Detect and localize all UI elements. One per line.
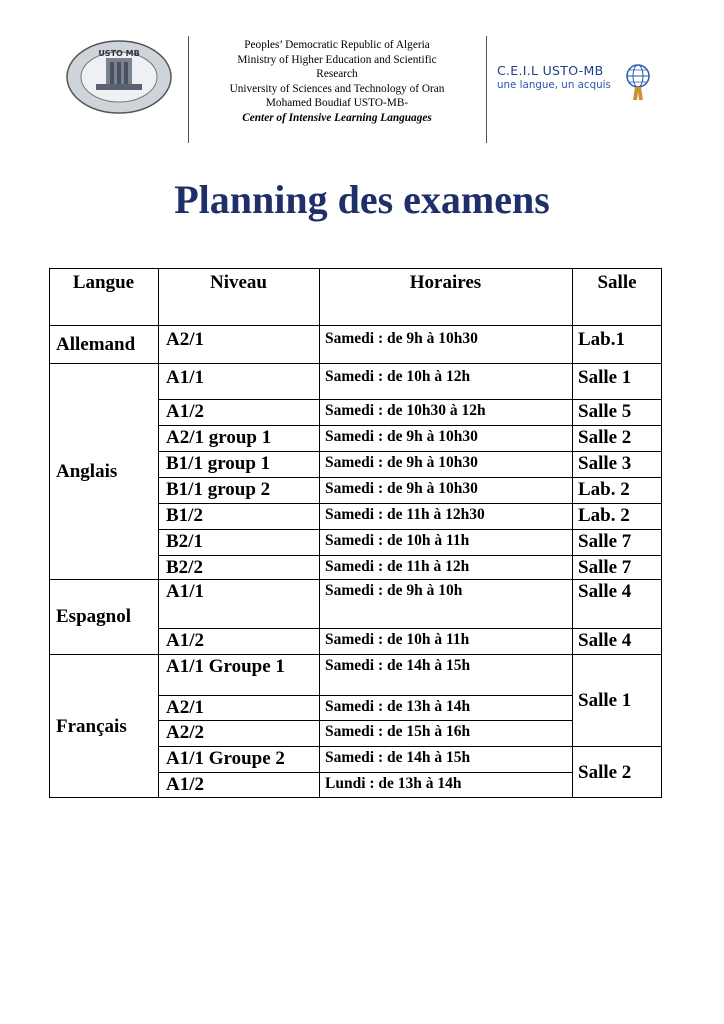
header-niveau: Niveau: [210, 272, 267, 293]
header-line: University of Sciences and Technology of Oran: [229, 82, 445, 95]
globe-icon: [622, 62, 654, 102]
salle-cell: Salle 7: [578, 557, 632, 578]
niveau-cell: B1/2: [166, 505, 203, 526]
salle-cell: Lab. 2: [578, 479, 630, 500]
horaire-cell: Samedi : de 14h à 15h: [325, 749, 471, 766]
header-line: Ministry of Higher Education and Scientific: [237, 53, 437, 66]
horaire-cell: Lundi : de 13h à 14h: [325, 775, 462, 792]
niveau-cell: A1/1 Groupe 2: [166, 748, 285, 769]
niveau-cell: A1/2: [166, 774, 204, 795]
language-francais: Français: [56, 715, 127, 737]
horaire-cell: Samedi : de 9h à 10h30: [325, 454, 478, 471]
logo-text: USTO MB: [98, 49, 140, 58]
salle-cell: Salle 7: [578, 531, 632, 552]
niveau-cell: A1/1: [166, 367, 204, 388]
horaire-cell: Samedi : de 11h à 12h30: [325, 506, 485, 523]
horaire-cell: Samedi : de 10h30 à 12h: [325, 402, 486, 419]
ceil-subtitle: une langue, un acquis: [497, 79, 611, 91]
salle-cell-merged: Salle 2: [578, 761, 632, 783]
header-salle: Salle: [597, 272, 637, 293]
salle-cell: Salle 5: [578, 401, 632, 422]
page-title: Planning des examens: [174, 177, 550, 222]
salle-cell: Salle 2: [578, 427, 632, 448]
horaire-cell: Samedi : de 9h à 10h30: [325, 480, 478, 497]
horaire-cell: Samedi : de 13h à 14h: [325, 698, 471, 715]
header-line: Research: [316, 68, 358, 81]
niveau-cell: A2/1: [166, 329, 204, 350]
salle-cell: Salle 1: [578, 367, 632, 388]
header-horaires: Horaires: [409, 272, 482, 293]
horaire-cell: Samedi : de 10h à 11h: [325, 631, 470, 648]
institution-header: [195, 38, 479, 126]
horaire-cell: Samedi : de 15h à 16h: [325, 723, 471, 740]
salle-cell-merged: Salle 1: [578, 689, 632, 711]
niveau-cell: A1/2: [166, 401, 204, 422]
horaire-cell: Samedi : de 11h à 12h: [325, 558, 470, 575]
salle-cell: Lab. 2: [578, 505, 630, 526]
salle-cell: Salle 4: [578, 581, 632, 602]
header-divider-right: [486, 36, 487, 143]
center-name: Center of Intensive Learning Languages: [242, 111, 432, 124]
language-anglais: Anglais: [56, 460, 118, 482]
salle-cell: Salle 4: [578, 630, 632, 651]
niveau-cell: A1/1 Groupe 1: [166, 656, 285, 677]
niveau-cell: B1/1 group 1: [166, 453, 271, 474]
header-divider-left: [188, 36, 189, 143]
niveau-cell: B2/2: [166, 557, 203, 578]
horaire-cell: Samedi : de 9h à 10h: [325, 582, 463, 599]
horaire-cell: Samedi : de 14h à 15h: [325, 657, 471, 674]
exam-schedule-table: [49, 268, 662, 798]
language-allemand: Allemand: [56, 333, 136, 355]
usto-logo: [66, 40, 172, 114]
niveau-cell: A1/1: [166, 581, 204, 602]
horaire-cell: Samedi : de 10h à 11h: [325, 532, 470, 549]
niveau-cell: A2/1: [166, 697, 204, 718]
niveau-cell: A1/2: [166, 630, 204, 651]
header-line: Mohamed Boudiaf USTO-MB-: [265, 97, 409, 110]
horaire-cell: Samedi : de 10h à 12h: [325, 368, 471, 385]
salle-cell: Lab.1: [578, 329, 625, 350]
language-espagnol: Espagnol: [56, 606, 131, 627]
niveau-cell: B1/1 group 2: [166, 479, 271, 500]
header-langue: Langue: [72, 272, 135, 293]
header-line: Peoples’ Democratic Republic of Algeria: [244, 39, 430, 51]
niveau-cell: A2/2: [166, 722, 204, 743]
niveau-cell: A2/1 group 1: [166, 427, 272, 448]
salle-cell: Salle 3: [578, 453, 632, 474]
ceil-logo: [497, 63, 611, 91]
horaire-cell: Samedi : de 9h à 10h30: [325, 428, 478, 445]
niveau-cell: B2/1: [166, 531, 203, 552]
horaire-cell: Samedi : de 9h à 10h30: [325, 330, 478, 347]
ceil-title: C.E.I.L USTO-MB: [497, 63, 604, 78]
